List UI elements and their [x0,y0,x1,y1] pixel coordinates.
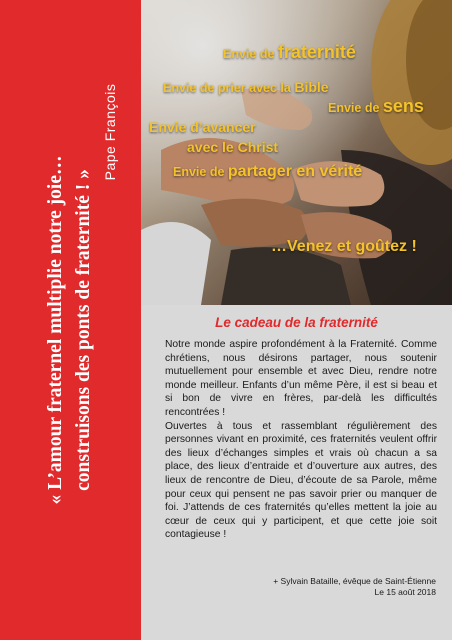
panel-title: Le cadeau de la fraternité [215,315,378,330]
signature-date: Le 15 août 2018 [374,587,436,597]
overlay-line-venez: …Venez et goûtez ! [271,238,417,255]
overlay-line-avancer: Envie d’avancer [149,119,256,135]
paragraph-2: Ouvertes à tous et rassemblant régulièrement des personnes vivant en proximité, ces fraternités veulent offrir des lieux d’échanges simples et vrais où chacun a sa place, des lieux d’entraide et d’ouverture aux autres, des lieux de rencontre de Dieu, d’écoute de sa Parole, même pour ceux qui pensent ne pas savoir prier ou manquer de foi. J’attends de ces fraternités qu’elles mettent la joie au cœur de ceux qui y participent, et que cette joie soit contagieuse ! [165,420,437,541]
overlay-line-christ: avec le Christ [187,139,279,155]
paragraph-1: Notre monde aspire profondément à la Fraternité. Comme chrétiens, nous désirons partager, nous soutenir mutuellement pour ensemble et avec Dieu, rendre notre monde meilleur. Enfants d’un même Père, il est si beau et si bon de vivre en frères, par-delà les difficultés rencontrées ! [165,339,437,418]
quote-author-name: Pape François [102,83,118,181]
panel-body [165,338,437,542]
red-side-band [0,0,141,640]
vertical-quote [40,10,100,640]
overlay-line-fraternite: Envie de fraternité [223,42,356,62]
signature: + Sylvain Bataille, évêque de Saint-Étienne [273,576,436,586]
hands-photo [141,0,452,305]
overlay-line-bible: Envie de prier avec la Bible [163,79,329,95]
quote-line-2: construisons des ponts de fraternité ! » [73,169,94,491]
quote-author [98,2,122,262]
overlay-line-partager: Envie de partager en vérité [173,163,363,180]
quote-line-1: « L’amour fraternel multiplie notre joie… [45,155,66,505]
signature-block [273,576,436,598]
overlay-line-sens: Envie de sens [328,96,424,116]
